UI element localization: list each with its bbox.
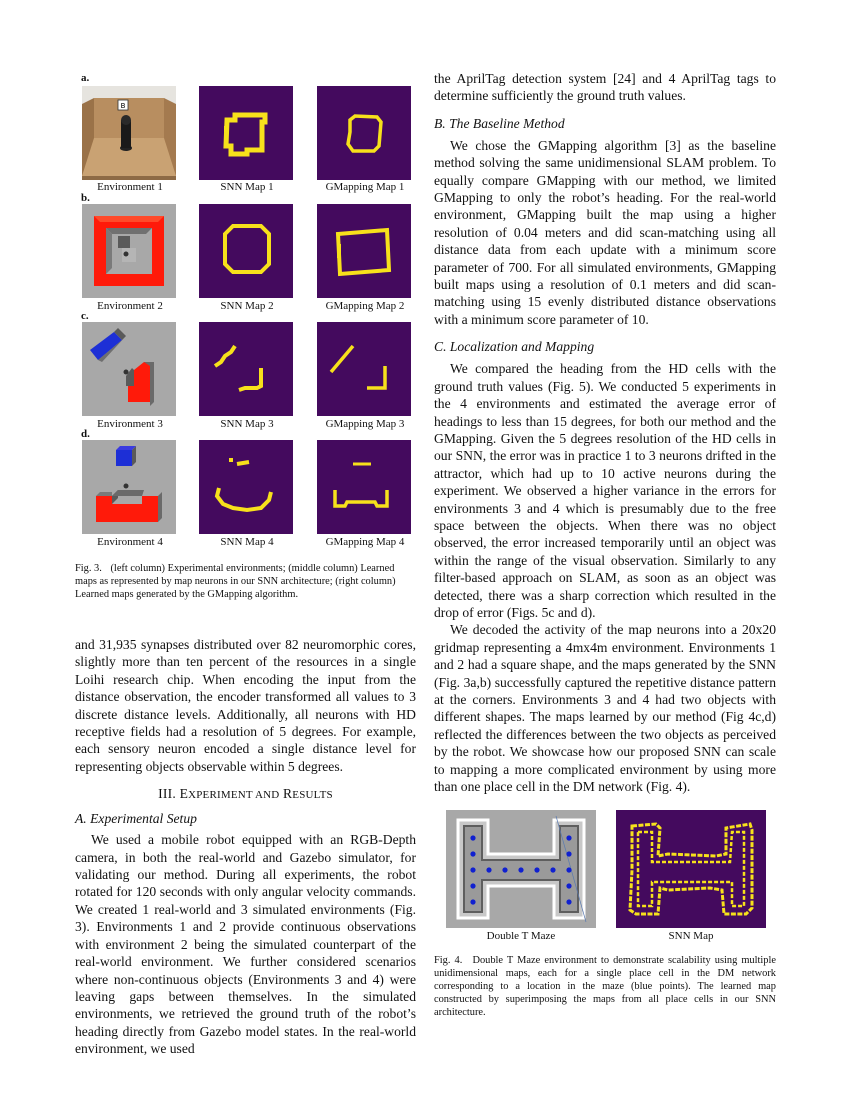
gmapping-map-4 [317, 440, 411, 534]
environment-2-render [82, 204, 176, 298]
snn-map-3 [199, 322, 293, 416]
heading-smallcaps: XPERIMENT AND [188, 789, 280, 802]
fig3-row-d [75, 424, 416, 548]
right-column [434, 70, 776, 795]
snn-label: SNN Map 3 [220, 418, 274, 430]
snn-label: SNN Map 2 [220, 300, 274, 312]
fig3-caption [75, 562, 416, 601]
section-number: III. [158, 786, 176, 802]
paragraph: We decoded the activity of the map neurons into a 20x20 gridmap representing a 4mx4m environment. Environments 1 and 2 had a square shape, and the maps generated by the SNN (Fig. 3a,b) successfully captured the repetitive distance pattern at the corners. Environments 3 and 4 had two objects with different shapes. The maps learned by our method (Fig 4c,d) reflected the differences between the two objects as perceived by the robot. We showcase how our proposed SNN can scale to mapping a more complicated environment by using more than one place cell in the DM network (Fig. 4). [434, 622, 776, 795]
gm-label: GMapping Map 3 [325, 418, 405, 430]
subsection-heading: B. The Baseline Method [434, 115, 565, 131]
gm-label: GMapping Map 2 [325, 300, 405, 312]
env-label: Environment 2 [97, 300, 163, 312]
env-label: Environment 1 [97, 181, 163, 193]
figure-3 [75, 70, 416, 550]
row-tag: d. [81, 428, 90, 440]
heading-cap: E [179, 786, 189, 802]
row-tag: b. [81, 192, 90, 204]
subsection-heading: A. Experimental Setup [75, 811, 197, 827]
snn-map-4 [199, 440, 293, 534]
environment-1-photo [82, 86, 176, 180]
row-tag: a. [81, 72, 90, 84]
snn-maze-map [616, 810, 766, 928]
double-t-maze-label: Double T Maze [486, 930, 556, 942]
env-label: Environment 3 [97, 418, 163, 430]
snn-map-1 [199, 86, 293, 180]
fig4-caption-text: Double T Maze environment to demonstrate scalability using multiple unidimensional maps, each for a single place cell in the DM network corresponding to a location in the maze (blue points). The learned map constructed by superimposing the maps from all place cells in our SNN architecture. [434, 955, 776, 1018]
snn-map-label: SNN Map [668, 930, 714, 942]
row-tag: c. [81, 310, 89, 322]
gm-label: GMapping Map 1 [325, 181, 405, 193]
paragraph: We compared the heading from the HD cells with the ground truth values (Fig. 5). We conducted 5 experiments in the 4 environments and estimated the average error of headings to less than 15 degrees, for both our method and the GMapping. Given the 5 degrees resolution of the HD cells in our SNN, the error was in practice 1 to 3 neurons drifted in the attractor, which had up to 10 active neurons during the experiment. We observed a higher variance in the errors for environments 3 and 4 which is presumably due to the free space between the objects. When there was no object observed, the error increased temporarily until an object was within the range of the visual observation. Similarly to any filter-based approach on SLAM, as soon as an object was detected, there was a sharp correction which resulted in the drop of error (Figs. 5c and d). [434, 361, 776, 620]
heading-smallcaps: ESULTS [292, 789, 333, 802]
gmapping-map-1 [317, 86, 411, 180]
fig3-row-a [75, 70, 416, 193]
environment-4-render [82, 440, 176, 534]
apriltag-label: B [120, 102, 126, 110]
paragraph: and 31,935 synapses distributed over 82 neuromorphic cores, slightly more than ten percent of the resources in a single Loihi research chip. When encoding the input from the distance observation, the encoder transformed all values to 3 discrete distance levels. Additionally, all neurons with HD receptive fields had a resolution of 5 degrees. For example, each sensory neuron encoded a single distance level for representing objects observable within 5 degrees. [75, 637, 416, 774]
gmapping-map-2 [317, 204, 411, 298]
snn-label: SNN Map 4 [220, 536, 274, 548]
fig4-caption-label: Fig. 4. [434, 955, 463, 966]
left-column [75, 70, 416, 1057]
paragraph: the AprilTag detection system [24] and 4 AprilTag tags to determine sufficiently the ground truth values. [434, 71, 776, 104]
fig4-caption [434, 954, 776, 1019]
fig3-row-b [75, 188, 416, 312]
paragraph: We chose the GMapping algorithm [3] as the baseline method solving the same unidimensional SLAM problem. To equally compare GMapping with our method, we limited GMapping to only the robot’s heading. For the real-world environment, GMapping built the map using a higher resolution of 0.04 meters and did scan-matching using all distance data from each update with a minimum score parameter of 700. For all simulated environments, GMapping built maps using a resolution of 0.1 meters and did scan-matching using 15 evenly distributed distance observations with a minimum score parameter of 10. [434, 137, 776, 327]
fig3-caption-text: (left column) Experimental environments; (middle column) Learned maps as represented by map neurons in our SNN architecture; (right column) Learned maps generated by the GMapping algorithm. [75, 563, 396, 600]
fig3-caption-label: Fig. 3. [75, 563, 102, 574]
gmapping-map-3 [317, 322, 411, 416]
left-body [75, 636, 416, 1058]
double-t-maze-render [446, 810, 596, 928]
environment-3-render [82, 322, 176, 416]
heading-cap: R [283, 786, 293, 802]
subsection-heading: C. Localization and Mapping [434, 339, 595, 355]
env-label: Environment 4 [97, 536, 163, 548]
section-heading [75, 785, 416, 804]
gm-label: GMapping Map 4 [325, 536, 405, 548]
snn-map-2 [199, 204, 293, 298]
figure-4 [434, 808, 776, 1028]
paragraph: We used a mobile robot equipped with an RGB-Depth camera, in both the real-world and Gazebo simulator, for validating our method. During all experiments, the robot rotated for 120 seconds with only angular velocity commands. We created 1 real-world and 3 simulated environments (Fig. 3). Environments 1 and 2 provide continuous observations with environment 2 being the simulated counterpart of the real-world environment. We further considered scenarios where non-continuous objects (Environments 3 and 4) were leaving gaps between themselves. In the simulated environments, we retrieved the ground truth of the robot’s heading directly from Gazebo model states. In the real-world environment, we used [75, 832, 416, 1057]
snn-label: SNN Map 1 [220, 181, 274, 193]
fig3-row-c [75, 306, 416, 430]
